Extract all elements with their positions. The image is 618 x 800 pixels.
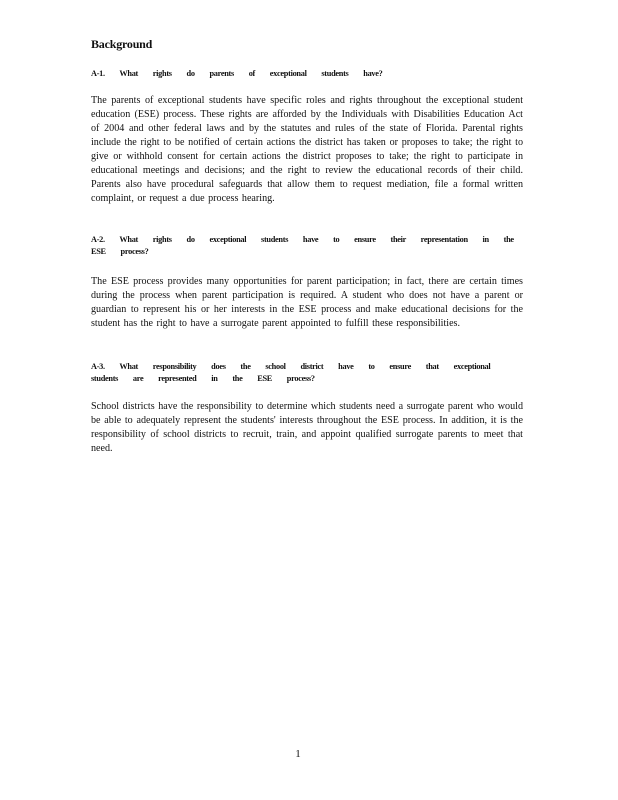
question-a1: A-1. What rights do parents of exceptional students have? [91,69,383,78]
answer-a2: The ESE process provides many opportunities for parent participation; in fact, there are certain times during the process when parent participation is required. A student who does not have a parent or guardian to represent his or her interests in the ESE process and make educational decisions for the student has the right to have a surrogate parent appointed to fulfill these responsibilities. [91,276,523,329]
page-number: 1 [295,748,301,760]
question-a2: A-2. What rights do exceptional students have to ensure their representation in the ESE process? [91,235,514,256]
answer-a3: School districts have the responsibility to determine which students need a surrogate parent who would be able to adequately represent the students' interests throughout the ESE process. In addition, it is the responsibility of school districts to recruit, train, and appoint qualified surrogate parents to meet that need. [91,401,523,454]
question-a3: A-3. What responsibility does the school district have to ensure that exceptional students are represented in the ESE process? [91,362,491,383]
answer-a1: The parents of exceptional students have specific roles and rights throughout the exceptional student education (ESE) process. These rights are afforded by the Individuals with Disabilities Education Act of 2004 and other federal laws and by the statutes and rules of the state of Florida. Parental rights include the right to be notified of certain actions the district has taken or proposes to take; the right to give or withhold consent for certain actions the district proposes to take; the right to participate in educational meetings and decisions; and the right to review the educational records of their child. Parents also have procedural safeguards that allow them to request mediation, file a formal written complaint, or request a due process hearing. [91,95,523,204]
section-heading: Background [91,37,153,51]
